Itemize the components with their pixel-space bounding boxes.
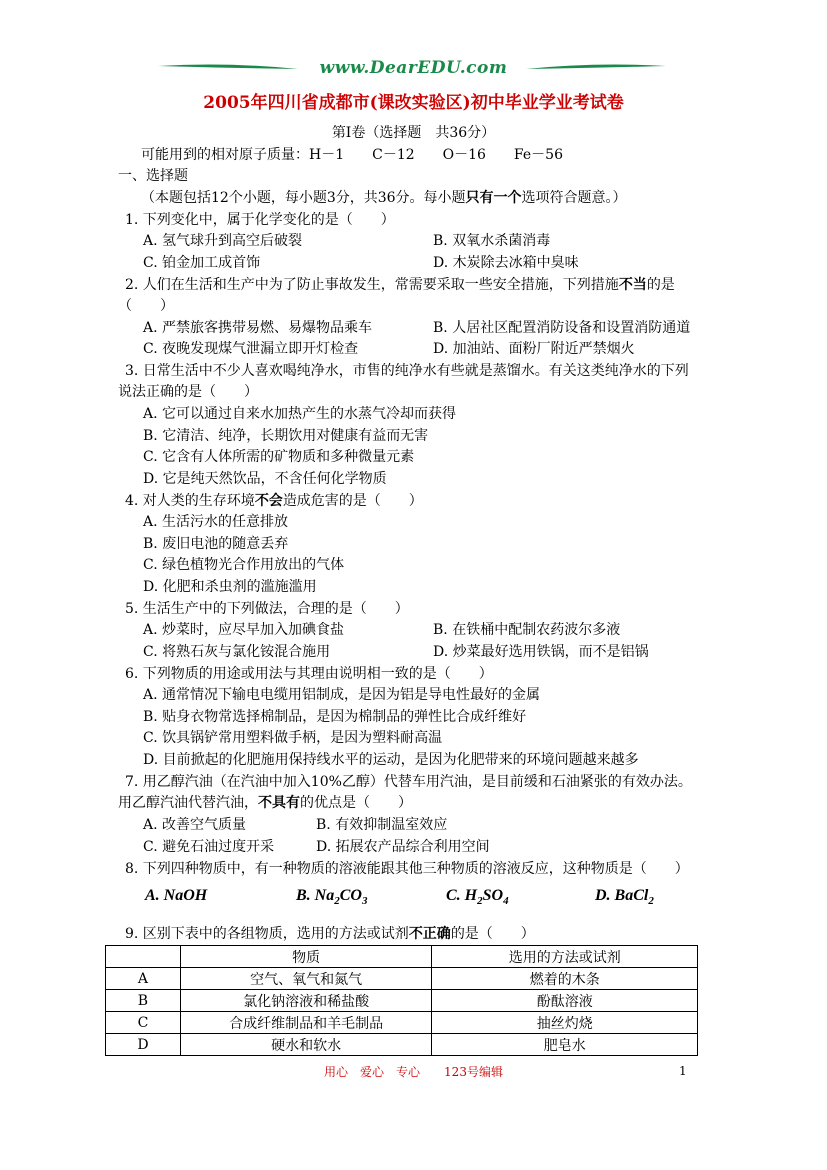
table-row xyxy=(106,990,698,1012)
table-cell: 酚酞溶液 xyxy=(432,990,698,1012)
table-cell: 硬水和软水 xyxy=(180,1034,432,1056)
table-header: 物质 xyxy=(180,946,432,968)
page-footer: 用心 爱心 专心 123号编辑 xyxy=(324,1065,503,1079)
q7-option-a: A. 改善空气质量 xyxy=(143,817,247,833)
header-swoosh-right xyxy=(526,62,666,74)
q5-option-d: D. 炒菜最好选用铁锅，而不是铝锅 xyxy=(433,644,649,660)
table-cell: 抽丝灼烧 xyxy=(432,1012,698,1034)
table-cell: C xyxy=(106,1012,181,1034)
q3-stem: 3. 日常生活中不少人喜欢喝纯净水，市售的纯净水有些就是蒸馏水。有关这类纯净水的下列 xyxy=(125,363,689,379)
table-cell: 燃着的木条 xyxy=(432,968,698,990)
q2-option-a: A. 严禁旅客携带易燃、易爆物品乘车 xyxy=(143,320,373,336)
q8-stem: 8. 下列四种物质中，有一种物质的溶液能跟其他三种物质的溶液反应，这种物质是（ ） xyxy=(125,861,689,877)
page-number: 1 xyxy=(679,1064,687,1078)
q7-stem-cont: 用乙醇汽油代替汽油，不具有的优点是（ ） xyxy=(118,795,412,811)
table-cell: A xyxy=(106,968,181,990)
q2-option-b: B. 人居社区配置消防设备和设置消防通道 xyxy=(433,320,691,336)
q7-stem: 7. 用乙醇汽油（在汽油中加入10%乙醇）代替车用汽油，是目前缓和石油紧张的有效办法。 xyxy=(125,774,692,790)
q2-stem-cont: （ ） xyxy=(118,298,174,314)
q8-option-a: A. NaOH xyxy=(145,887,208,904)
q4-stem: 4. 对人类的生存环境不会造成危害的是（ ） xyxy=(125,493,423,509)
q2-option-d: D. 加油站、面粉厂附近严禁烟火 xyxy=(433,341,635,357)
q4-option-c: C. 绿色植物光合作用放出的气体 xyxy=(143,557,345,573)
q3-option-c: C. 它含有人体所需的矿物质和多种微量元素 xyxy=(143,449,415,465)
q8-option-d: D. BaCl$_2$ xyxy=(595,887,654,908)
q1-option-a: A. 氢气球升到高空后破裂 xyxy=(143,233,303,249)
table-header xyxy=(106,946,181,968)
q2-stem: 2. 人们在生活和生产中为了防止事故发生，常需要采取一些安全措施，下列措施不当的是 xyxy=(125,277,675,293)
table-cell: 合成纤维制品和羊毛制品 xyxy=(180,1012,432,1034)
q8-option-c: C. $H_2SO_4$ xyxy=(446,887,509,908)
exam-title: 2005年四川省成都市(课改实验区)初中毕业学业考试卷 xyxy=(203,93,624,113)
q7-option-d: D. 拓展农产品综合利用空间 xyxy=(316,839,490,855)
q3-option-d: D. 它是纯天然饮品，不含任何化学物质 xyxy=(143,471,387,487)
q5-option-a: A. 炒菜时，应尽早加入加碘食盐 xyxy=(143,622,345,638)
atomic-masses: 可能用到的相对原子质量：H－1 C－12 O－16 Fe－56 xyxy=(141,147,563,163)
table-cell: D xyxy=(106,1034,181,1056)
q8-option-b: B. $Na_2CO_3$ xyxy=(296,887,368,908)
volume-heading: 第Ⅰ卷（选择题 共36分） xyxy=(331,125,496,141)
table-header-row xyxy=(106,946,698,968)
table-row xyxy=(106,968,698,990)
table-header: 选用的方法或试剂 xyxy=(432,946,698,968)
q2-option-c: C. 夜晚发现煤气泄漏立即开灯检查 xyxy=(143,341,359,357)
q6-stem: 6. 下列物质的用途或用法与其理由说明相一致的是（ ） xyxy=(125,666,493,682)
q5-stem: 5. 生活生产中的下列做法，合理的是（ ） xyxy=(125,601,409,617)
q1-option-b: B. 双氧水杀菌消毒 xyxy=(433,233,551,249)
q6-option-a: A. 通常情况下输电电缆用铝制成，是因为铝是导电性最好的金属 xyxy=(143,687,541,703)
q4-option-a: A. 生活污水的任意排放 xyxy=(143,514,289,530)
q9-stem: 9. 区别下表中的各组物质，选用的方法或试剂不正确的是（ ） xyxy=(125,926,535,942)
q4-option-b: B. 废旧电池的随意丢弃 xyxy=(143,536,289,552)
q9-table xyxy=(105,945,698,1056)
table-cell: 肥皂水 xyxy=(432,1034,698,1056)
table-cell: 空气、氧气和氮气 xyxy=(180,968,432,990)
q3-stem-cont: 说法正确的是（ ） xyxy=(118,384,258,400)
table-row xyxy=(106,1034,698,1056)
q7-option-b: B. 有效抑制温室效应 xyxy=(316,817,448,833)
q4-option-d: D. 化肥和杀虫剂的滥施滥用 xyxy=(143,579,317,595)
q7-option-c: C. 避免石油过度开采 xyxy=(143,839,275,855)
q3-option-a: A. 它可以通过自来水加热产生的水蒸气冷却而获得 xyxy=(143,406,457,422)
table-cell: B xyxy=(106,990,181,1012)
q6-option-b: B. 贴身衣物常选择棉制品，是因为棉制品的弹性比合成纤维好 xyxy=(143,709,527,725)
q5-option-b: B. 在铁桶中配制农药波尔多液 xyxy=(433,622,621,638)
table-cell: 氯化钠溶液和稀盐酸 xyxy=(180,990,432,1012)
q6-option-d: D. 目前掀起的化肥施用保持线水平的运动，是因为化肥带来的环境问题越来越多 xyxy=(143,752,639,768)
table-row xyxy=(106,1012,698,1034)
q1-option-c: C. 铂金加工成首饰 xyxy=(143,255,261,271)
q1-stem: 1. 下列变化中，属于化学变化的是（ ） xyxy=(125,212,395,228)
q5-option-c: C. 将熟石灰与氯化铵混合施用 xyxy=(143,644,331,660)
part-title: 一、选择题 xyxy=(118,168,188,184)
site-banner: www.DearEDU.com xyxy=(319,58,508,78)
q1-option-d: D. 木炭除去冰箱中臭味 xyxy=(433,255,579,271)
q6-option-c: C. 饮具锅铲常用塑料做手柄，是因为塑料耐高温 xyxy=(143,730,443,746)
instructions: （本题包括12个小题，每小题3分，共36分。每小题只有一个选项符合题意。） xyxy=(141,190,627,206)
q3-option-b: B. 它清洁、纯净，长期饮用对健康有益而无害 xyxy=(143,428,429,444)
